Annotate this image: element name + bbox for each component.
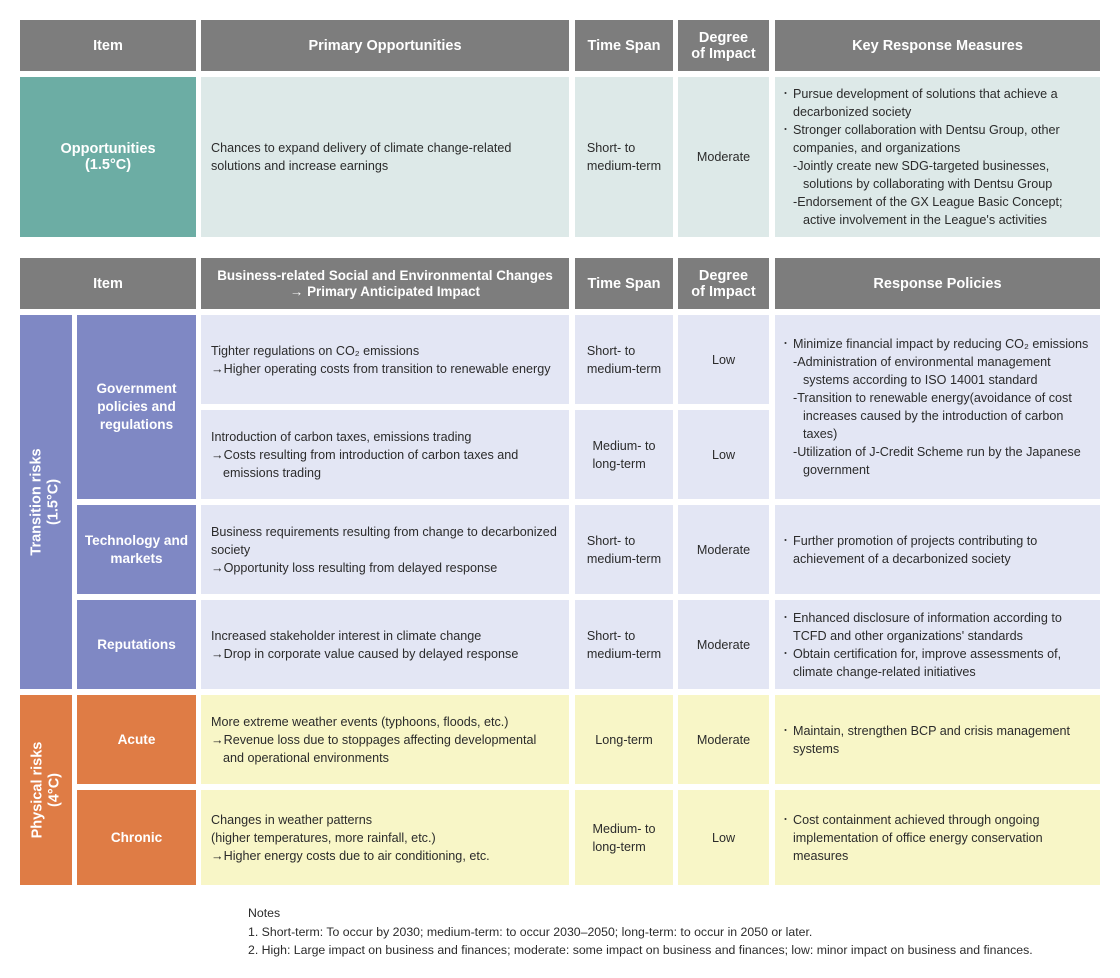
government-time-span-1: Short- to medium-term xyxy=(575,315,673,404)
list-item: ・ Cost containment achieved through ongoing implementation of office energy conservation measures xyxy=(785,811,1092,865)
technology-degree: Moderate xyxy=(678,505,769,594)
risk-header-degree-of-impact: Degree of Impact xyxy=(678,258,769,309)
government-degree-2: Low xyxy=(678,410,769,499)
acute-degree: Moderate xyxy=(678,695,769,784)
reputations-time-span: Short- to medium-term xyxy=(575,600,673,689)
acute-policies xyxy=(775,695,1100,784)
government-policies xyxy=(775,315,1100,499)
opp-header-key-response-measures: Key Response Measures xyxy=(775,20,1100,71)
list-item: ・ Obtain certification for, improve assessments of, climate change-related initiatives xyxy=(785,645,1092,681)
technology-policies xyxy=(775,505,1100,594)
list-item: -Endorsement of the GX League Basic Concept; active involvement in the League's activities xyxy=(793,195,1063,227)
chronic-time-span: Medium- to long-term xyxy=(575,790,673,885)
reputations-policies xyxy=(775,600,1100,689)
government-time-span-2: Medium- to long-term xyxy=(575,410,673,499)
technology-change: Business requirements resulting from change to decarbonized society →Opportunity loss resulting from delayed response xyxy=(201,505,569,594)
list-item: ・ Further promotion of projects contributing to achievement of a decarbonized society xyxy=(785,532,1092,568)
note-2: 2. High: Large impact on business and finances; moderate: some impact on business and finances; low: minor impact on business and finances. xyxy=(248,943,1033,957)
opportunity-description: Chances to expand delivery of climate change-related solutions and increase earnings xyxy=(201,77,569,237)
opp-header-primary-opportunities: Primary Opportunities xyxy=(201,20,569,71)
opp-header-degree-of-impact: Degree of Impact xyxy=(678,20,769,71)
reputations-change: Increased stakeholder interest in climate change →Drop in corporate value caused by delayed response xyxy=(201,600,569,689)
opportunity-time-span: Short- to medium-term xyxy=(575,77,673,237)
list-item: ・ Stronger collaboration with Dentsu Group, other companies, and organizations xyxy=(785,121,1092,157)
opp-header-item: Item xyxy=(20,20,196,71)
opportunity-measures xyxy=(775,77,1100,237)
reputations-degree: Moderate xyxy=(678,600,769,689)
technology-time-span: Short- to medium-term xyxy=(575,505,673,594)
list-item: -Jointly create new SDG-targeted businesses, solutions by collaborating with Dentsu Group xyxy=(793,159,1053,191)
notes xyxy=(248,904,1033,960)
list-item: ・ Pursue development of solutions that achieve a decarbonized society xyxy=(785,85,1092,121)
list-item: -Administration of environmental management systems according to ISO 14001 standard xyxy=(793,355,1051,387)
government-policies-label: Government policies and regulations xyxy=(77,315,196,499)
list-item: ・ Minimize financial impact by reducing CO₂ emissions xyxy=(785,335,1092,353)
chronic-policies xyxy=(775,790,1100,885)
risk-header-time-span: Time Span xyxy=(575,258,673,309)
chronic-label: Chronic xyxy=(77,790,196,885)
transition-risks-label: Transition risks (1.5°C) xyxy=(20,315,72,689)
government-change-1: Tighter regulations on CO₂ emissions →Higher operating costs from transition to renewable energy xyxy=(201,315,569,404)
list-item: -Transition to renewable energy(avoidance of cost increases caused by the introduction of carbon taxes) xyxy=(793,391,1072,441)
risk-header-response-policies: Response Policies xyxy=(775,258,1100,309)
list-item: ・ Enhanced disclosure of information according to TCFD and other organizations' standards xyxy=(785,609,1092,645)
opportunities-label: Opportunities (1.5°C) xyxy=(20,77,196,237)
chronic-change: Changes in weather patterns (higher temperatures, more rainfall, etc.) →Higher energy costs due to air conditioning, etc. xyxy=(201,790,569,885)
government-change-2: Introduction of carbon taxes, emissions trading →Costs resulting from introduction of carbon taxes and emissions trading xyxy=(201,410,569,499)
opp-header-time-span: Time Span xyxy=(575,20,673,71)
list-item: ・ Maintain, strengthen BCP and crisis management systems xyxy=(785,722,1092,758)
risk-header-changes: Business-related Social and Environmental Changes → Primary Anticipated Impact xyxy=(201,258,569,309)
acute-label: Acute xyxy=(77,695,196,784)
technology-markets-label: Technology and markets xyxy=(77,505,196,594)
notes-title: Notes xyxy=(248,906,281,920)
risk-header-item: Item xyxy=(20,258,196,309)
list-item: -Utilization of J-Credit Scheme run by the Japanese government xyxy=(793,445,1081,477)
opportunity-degree-of-impact: Moderate xyxy=(678,77,769,237)
acute-time-span: Long-term xyxy=(575,695,673,784)
acute-change: More extreme weather events (typhoons, floods, etc.) →Revenue loss due to stoppages affecting developmental and operational environments xyxy=(201,695,569,784)
note-1: 1. Short-term: To occur by 2030; medium-term: to occur 2030–2050; long-term: to occur in 2050 or later. xyxy=(248,924,813,939)
physical-risks-label: Physical risks (4°C) xyxy=(20,695,72,885)
reputations-label: Reputations xyxy=(77,600,196,689)
chronic-degree: Low xyxy=(678,790,769,885)
government-degree-1: Low xyxy=(678,315,769,404)
